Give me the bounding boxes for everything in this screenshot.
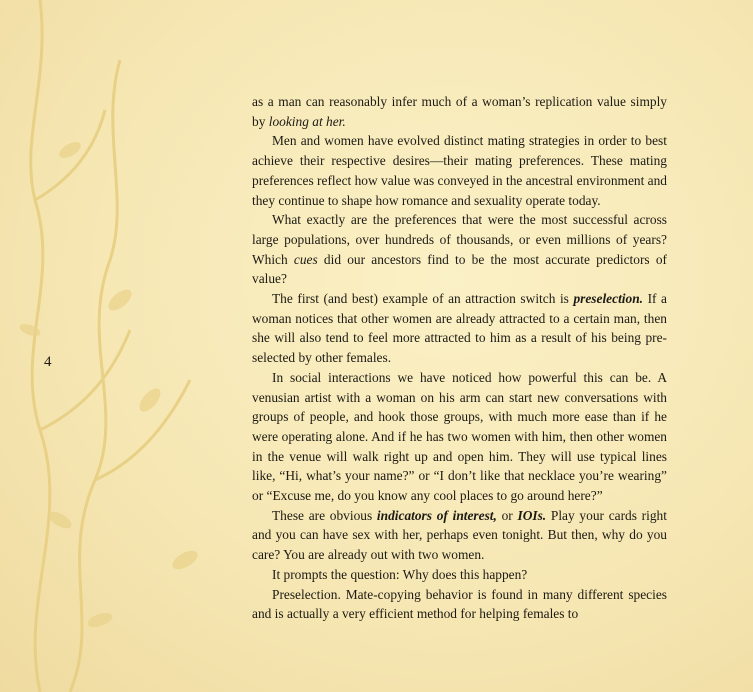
paragraph (252, 585, 667, 624)
text-run: Preselection. Mate-copying behavior is found in many different species and is actually a very efficient method for helping females to (252, 586, 667, 622)
text-run: Play your cards right and you can have sex with her, perhaps even tonight. But then, why do you care? You are already out with two women. (252, 507, 667, 563)
decorative-vine-ornament (0, 0, 210, 692)
text-run: It prompts the question: Why does this happen? (272, 566, 528, 582)
paragraph (252, 131, 667, 210)
emphasized-text: looking at her. (268, 113, 346, 129)
emphasized-text: IOIs. (517, 507, 547, 523)
text-run: These are obvious (272, 507, 377, 523)
emphasized-text: indicators of interest, (376, 507, 497, 523)
text-run: In social interactions we have noticed how powerful this can be. A venusian artist with a woman on his arm can start new conversations with groups of people, and hook those groups, with much more ease than if he were operating alone. And if he has two women with him, then other women in the venue will walk right up and open him. They will use typical lines like, “Hi, what’s your name?” or “I don’t like that necklace you’re wearing” or “Excuse me, do you know any cool places to go around here?” (252, 369, 667, 504)
emphasized-text: cues (293, 251, 318, 267)
paragraph (252, 368, 667, 506)
paragraph (252, 506, 667, 565)
text-run: did our ancestors find to be the most accurate predictors of value? (252, 251, 667, 287)
paragraph (252, 289, 667, 368)
paragraph (252, 210, 667, 289)
page-number: 4 (44, 354, 52, 370)
emphasized-text: preselection. (573, 291, 643, 307)
paragraph (252, 565, 667, 585)
text-run: If a woman notices that other women are already attracted to a certain man, then she will also tend to feel more attracted to him as a result of his being pre-selected by other females. (252, 291, 667, 366)
text-run: or (496, 507, 518, 523)
paragraph (252, 92, 667, 131)
text-run: The first (and best) example of an attraction switch is (272, 291, 574, 307)
text-run: as a man can reasonably infer much of a woman’s replication value simply by (252, 94, 667, 129)
text-run: Men and women have evolved distinct mating strategies in order to best achieve their respective desires—their mating preferences. These mating preferences reflect how value was conveyed in the ancestral environment and they continue to shape how romance and sexuality operate today. (252, 133, 667, 208)
text-run: What exactly are the preferences that were the most successful across large populations, over hundreds of thousands, or even millions of years? Which (252, 212, 667, 267)
body-text (252, 92, 667, 624)
